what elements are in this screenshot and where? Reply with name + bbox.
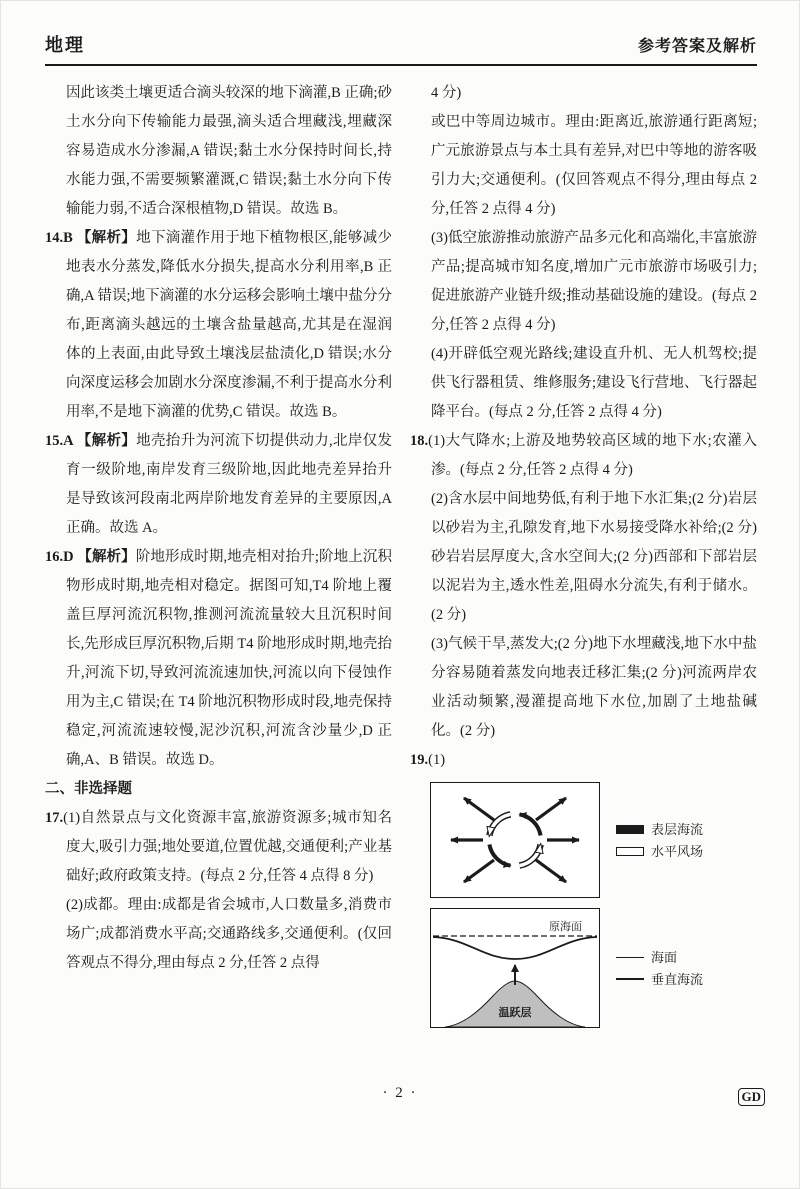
answer-16 xyxy=(45,543,392,775)
legend-surface-current xyxy=(616,822,703,837)
answer-17-2-continuation xyxy=(410,79,757,108)
text-segment: 因此该类土壤更适合滴头较深的地下滴灌,B 正确;砂土水分向下传输能力最强,滴头适合埋藏浅,埋藏深容易造成水分渗漏,A 错误;黏土水分保持时间长,持水能力强,不需要频繁灌溉,C 错误;黏土水分向下传输能力弱,不适合深根植物,D 错误。故选 B。 xyxy=(66,85,392,217)
sea-surface-curve-icon xyxy=(433,937,597,959)
legend-sea-surface xyxy=(616,950,703,965)
text-segment: (1)大气降水;上游及地势较高区域的地下水;农灌入渗。(每点 2 分,任答 2 点得 4 分) xyxy=(428,433,757,478)
text-segment: 19. xyxy=(410,752,429,768)
text-segment: (2)成都。理由:成都是省会城市,人口数量多,消费市场广;成都消费水平高;交通路线多,交通便利。(仅回答观点不得分,理由每点 2 分,任答 2 点得 xyxy=(66,897,392,971)
answer-17-4 xyxy=(410,340,757,427)
ocean-current-diagram xyxy=(430,782,600,898)
answer-14 xyxy=(45,224,392,427)
vertical-current-line-swatch-icon xyxy=(616,978,644,980)
figure-ocean-current-wind xyxy=(430,782,757,898)
legend-wind-field xyxy=(616,844,703,859)
left-column xyxy=(45,79,392,1028)
surface-current-swatch-icon xyxy=(616,825,644,834)
edition-mark: GD xyxy=(738,1088,766,1106)
text-segment: 15.A 【解析】 xyxy=(45,433,137,449)
legend-vertical-current xyxy=(616,972,703,987)
figure2-legend xyxy=(616,950,703,987)
thermocline-mound-icon xyxy=(445,981,585,1027)
ocean-current-diagram-icon xyxy=(431,783,599,897)
left-column-paragraphs xyxy=(45,79,392,978)
page-number: · 2 · xyxy=(382,1085,418,1101)
text-segment: 4 分) xyxy=(431,85,462,101)
original-sea-surface-label: 原海面 xyxy=(549,921,582,933)
two-column-body xyxy=(45,79,757,1028)
answer-17-2 xyxy=(45,891,392,978)
figure-sea-surface-section xyxy=(430,908,757,1028)
divergent-current-arrow-icon xyxy=(464,860,494,882)
text-segment: 17. xyxy=(45,810,64,826)
figure1-legend xyxy=(616,822,703,859)
text-segment: 阶地形成时期,地壳相对抬升;阶地上沉积物形成时期,地壳相对稳定。据图可知,T4 阶地上覆盖巨厚河流沉积物,推测河流流量较大且沉积时间长,先形成巨厚沉积物,后期 T4 阶地形成时期,地壳抬升,河流下切,导致河流流速加快,河流以向下侵蚀作用为主,C 错误;在 T4 阶地沉积物形成时段,地壳保持稳定,河流流速较慢,泥沙沉积,河流含沙量少,D 正确,A、B 错误。故选 D。 xyxy=(66,549,392,768)
document-title: 参考答案及解析 xyxy=(637,38,757,55)
thermocline-label: 温跃层 xyxy=(498,1007,532,1019)
text-segment: (2)含水层中间地势低,有利于地下水汇集;(2 分)岩层以砂岩为主,孔隙发育,地下水易接受降水补给;(2 分)砂岩岩层厚度大,含水空间大;(2 分)西部和下部岩层以泥岩为主,透水性差,阻碍水分流失,有利于储水。(2 分) xyxy=(431,491,757,623)
subject-title: 地理 xyxy=(45,35,85,55)
answer-18-1 xyxy=(410,427,757,485)
legend-label: 表层海流 xyxy=(651,821,704,837)
page-header xyxy=(45,31,757,66)
right-column xyxy=(410,79,757,1028)
text-segment: (3)低空旅游推动旅游产品多元化和高端化,丰富旅游产品;提高城市知名度,增加广元市旅游市场吸引力;促进旅游产业链升级;推动基础设施的建设。(每点 2 分,任答 2 点得 4 分) xyxy=(431,230,757,333)
right-column-paragraphs xyxy=(410,79,757,775)
thermocline-diagram-icon xyxy=(431,909,599,1027)
divergent-current-arrow-icon xyxy=(536,798,566,820)
legend-label: 水平风场 xyxy=(651,843,704,859)
wind-field-swatch-icon xyxy=(616,847,644,856)
text-segment: 14.B 【解析】 xyxy=(45,230,137,246)
divergent-current-arrow-icon xyxy=(536,860,566,882)
sea-surface-line-swatch-icon xyxy=(616,957,644,958)
text-segment: 地下滴灌作用于地下植物根区,能够减少地表水分蒸发,降低水分损失,提高水分利用率,B 正确,A 错误;地下滴灌的水分运移会影响土壤中盐分分布,距离滴头越远的土壤含盐量越高,尤其是在湿润体的上表面,由此导致土壤浅层盐渍化,D 错误;水分向深度运移会加剧水分深度渗漏,不利于提高水分利用率,不是地下滴灌的优势,C 错误。故选 B。 xyxy=(66,230,393,420)
answer-13-continuation xyxy=(45,79,392,224)
text-segment: (4)开辟低空观光路线;建设直升机、无人机驾校;提供飞行器租赁、维修服务;建设飞行营地、飞行器起降平台。(每点 2 分,任答 2 点得 4 分) xyxy=(431,346,757,420)
thermocline-diagram xyxy=(430,908,600,1028)
answer-17-3 xyxy=(410,224,757,340)
legend-label: 垂直海流 xyxy=(651,971,704,987)
section-2-heading xyxy=(45,775,392,804)
text-segment: (1) xyxy=(428,752,446,768)
answer-17-1 xyxy=(45,804,392,891)
text-segment: 18. xyxy=(410,433,429,449)
answer-15 xyxy=(45,427,392,543)
text-segment: (3)气候干旱,蒸发大;(2 分)地下水埋藏浅,地下水中盐分容易随着蒸发向地表迁移汇集;(2 分)河流两岸农业活动频繁,漫灌提高地下水位,加剧了土地盐碱化。(2 分) xyxy=(431,636,757,739)
legend-label: 海面 xyxy=(651,949,678,965)
text-segment: 16.D 【解析】 xyxy=(45,549,136,565)
text-segment: 地壳抬升为河流下切提供动力,北岸仅发育一级阶地,南岸发育三级阶地,因此地壳差异抬升是导致该河段南北两岸阶地发育差异的主要原因,A 正确。故选 A。 xyxy=(66,433,393,536)
answer-18-2 xyxy=(410,485,757,630)
text-segment: 二、非选择题 xyxy=(45,781,132,797)
answer-17-2-alternative xyxy=(410,108,757,224)
answer-19-1-label xyxy=(410,746,757,775)
text-segment: (1)自然景点与文化资源丰富,旅游资源多;城市知名度大,吸引力强;地处要道,位置优越,交通便利;产业基础好;政府政策支持。(每点 2 分,任答 4 点得 8 分) xyxy=(63,810,392,884)
divergent-current-arrow-icon xyxy=(464,798,494,820)
text-segment: 或巴中等周边城市。理由:距离近,旅游通行距离短;广元旅游景点与本土具有差异,对巴中等地的游客吸引力大;交通便利。(仅回答观点不得分,理由每点 2 分,任答 2 点得 4 分) xyxy=(431,114,757,217)
answer-18-3 xyxy=(410,630,757,746)
